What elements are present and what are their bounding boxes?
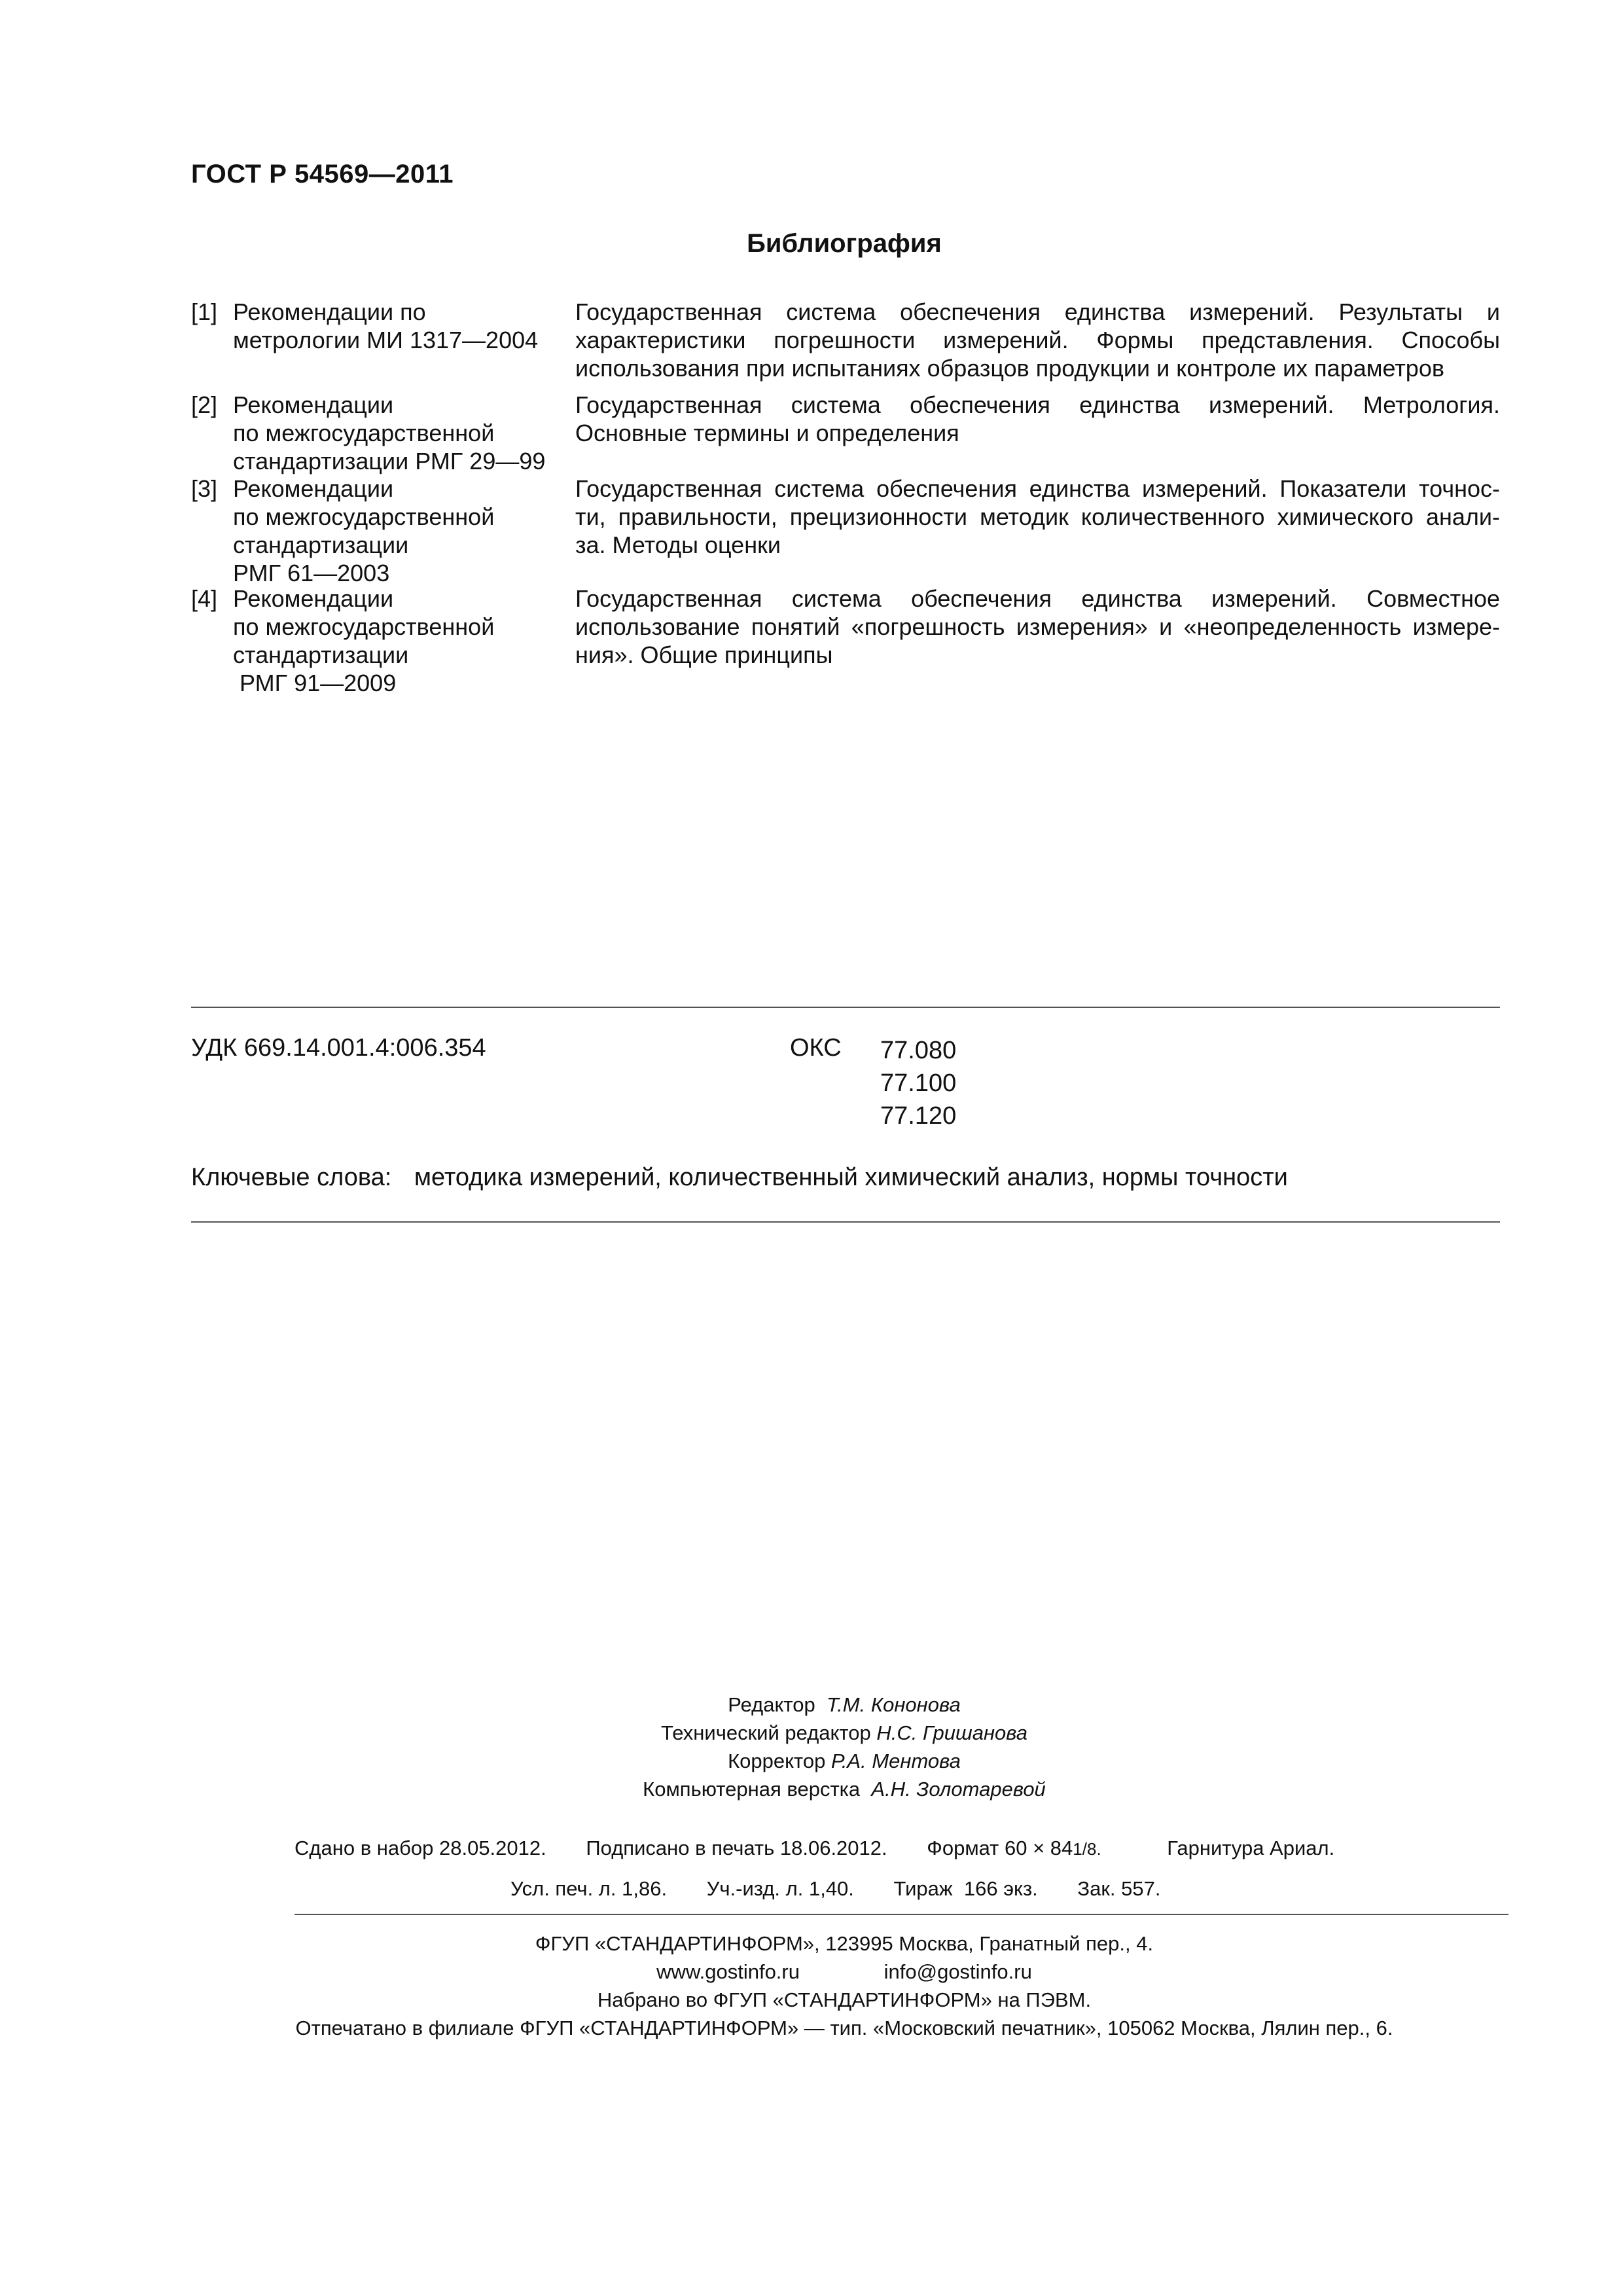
signed-date: Подписано в печать 18.06.2012. — [586, 1837, 887, 1859]
description-line: использования при испытаниях образцов продукции и контроле их параметров — [575, 355, 1444, 382]
entry-number: [1] — [191, 298, 218, 325]
divider-top — [191, 1007, 1500, 1008]
source-line: по межгосударственной — [233, 420, 495, 446]
source-line: стандартизации — [233, 531, 409, 558]
credit-name: Н.С. Гришанова — [876, 1721, 1027, 1744]
keywords — [191, 1164, 1288, 1192]
circulation: Тираж 166 экз. — [893, 1877, 1038, 1900]
source-line: Рекомендации — [233, 475, 394, 502]
entry-number: [3] — [191, 475, 218, 502]
typeface: Гарнитура Ариал. — [1167, 1837, 1335, 1859]
entry-description — [575, 584, 1500, 669]
oks-code: 77.100 — [880, 1069, 957, 1097]
format — [927, 1837, 1101, 1859]
print-info-row — [510, 1877, 1195, 1901]
bibliography-title: Библиография — [747, 229, 942, 258]
source-line: Рекомендации — [233, 585, 394, 612]
credit-name: Т.М. Кононова — [826, 1693, 961, 1716]
entry-number: [4] — [191, 585, 218, 612]
email-link[interactable]: info@gostinfo.ru — [883, 1960, 1032, 1983]
entry-description — [575, 391, 1500, 447]
oks-code: 77.120 — [880, 1102, 957, 1130]
source-line: стандартизации РМГ 29—99 — [233, 448, 546, 475]
description-line: Государственная система обеспечения единства измерений. Метрология. — [575, 391, 1500, 418]
credit-role: Компьютерная верстка — [643, 1778, 861, 1801]
divider-bottom — [191, 1221, 1500, 1223]
entry-description — [575, 298, 1500, 382]
publisher-sheets: Уч.-изд. л. 1,40. — [706, 1877, 854, 1900]
credit-role: Технический редактор — [661, 1721, 871, 1744]
credits-block — [0, 1691, 1623, 1803]
print-sheets: Усл. печ. л. 1,86. — [510, 1877, 668, 1900]
entry-number: [2] — [191, 391, 218, 418]
description-line: использование понятий «погрешность измерения» и «неопределенность измере- — [575, 613, 1500, 640]
format-fraction: 1/8. — [1073, 1839, 1101, 1859]
publisher-block — [0, 1929, 1623, 2042]
credit-role: Корректор — [728, 1749, 826, 1772]
source-line: по межгосударственной — [233, 613, 495, 640]
keywords-label: Ключевые слова: — [191, 1164, 392, 1191]
credit-row — [0, 1747, 1623, 1775]
description-line: Государственная система обеспечения единства измерений. Результаты и — [575, 298, 1500, 325]
source-line: Рекомендации по — [233, 298, 426, 325]
submitted-date: Сдано в набор 28.05.2012. — [294, 1837, 546, 1859]
oks-label: ОКС — [790, 1034, 842, 1062]
publisher-address: ФГУП «СТАНДАРТИНФОРМ», 123995 Москва, Гранатный пер., 4. — [535, 1932, 1154, 1955]
keywords-text: методика измерений, количественный химический анализ, нормы точности — [414, 1164, 1288, 1191]
credit-row — [0, 1775, 1623, 1803]
order-number: Зак. 557. — [1077, 1877, 1161, 1900]
printed-note: Отпечатано в филиале ФГУП «СТАНДАРТИНФОРМ» — тип. «Московский печатник», 105062 Москва, Лялин пер., 6. — [295, 2017, 1393, 2039]
credit-row — [0, 1691, 1623, 1719]
description-line: за. Методы оценки — [575, 531, 781, 558]
source-line: Рекомендации — [233, 391, 394, 418]
udc-code: УДК 669.14.001.4:006.354 — [191, 1034, 486, 1062]
divider-publisher — [294, 1914, 1508, 1915]
document-code: ГОСТ Р 54569—2011 — [191, 160, 454, 188]
oks-code: 77.080 — [880, 1037, 957, 1064]
description-line: характеристики погрешности измерений. Формы представления. Способы — [575, 327, 1500, 353]
entry-description — [575, 475, 1500, 559]
website-link[interactable]: www.gostinfo.ru — [656, 1960, 800, 1983]
publisher-contacts — [0, 1958, 1623, 1986]
credit-name: А.Н. Золотаревой — [871, 1778, 1046, 1801]
source-line: стандартизации — [233, 641, 409, 668]
description-line: Государственная система обеспечения единства измерений. Совместное — [575, 585, 1500, 612]
oks-codes — [880, 1034, 956, 1132]
format-prefix: Формат 60 × 84 — [927, 1837, 1073, 1859]
description-line: Государственная система обеспечения единства измерений. Показатели точнос- — [575, 475, 1500, 502]
print-info-row — [294, 1837, 1334, 1860]
credit-row — [0, 1719, 1623, 1747]
description-line: Основные термины и определения — [575, 420, 959, 446]
source-line: по межгосударственной — [233, 503, 495, 530]
credit-name: Р.А. Ментова — [830, 1749, 961, 1772]
source-line: РМГ 61—2003 — [233, 560, 390, 586]
description-line: ния». Общие принципы — [575, 641, 833, 668]
typeset-note: Набрано во ФГУП «СТАНДАРТИНФОРМ» на ПЭВМ. — [597, 1988, 1092, 2011]
credit-role: Редактор — [728, 1693, 815, 1716]
description-line: ти, правильности, прецизионности методик количественного химического анали- — [575, 503, 1500, 530]
source-line: метрологии МИ 1317—2004 — [233, 327, 539, 353]
source-line: РМГ 91—2009 — [233, 670, 397, 696]
